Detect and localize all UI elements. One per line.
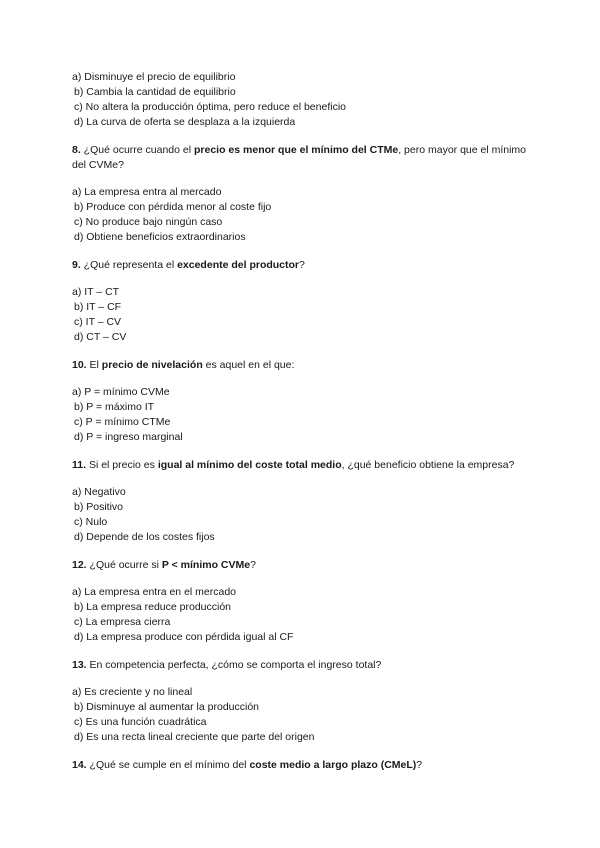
question-block-14 [72, 758, 532, 773]
question-9 [72, 258, 532, 273]
option-c: c) IT – CV [74, 316, 122, 328]
question-text: ¿Qué ocurre cuando el [80, 144, 194, 156]
question-text: En competencia perfecta, ¿cómo se comporta el ingreso total? [86, 659, 382, 671]
option-b: b) Cambia la cantidad de equilibrio [74, 86, 236, 98]
question-block-10 [72, 358, 532, 445]
question-text: , ¿qué beneficio obtiene la empresa? [341, 459, 515, 471]
question-emphasis: excedente del productor [177, 259, 300, 271]
option-list-q7 [72, 70, 532, 130]
question-block-11 [72, 458, 532, 545]
question-block-8 [72, 143, 532, 245]
question-text: ? [299, 259, 305, 271]
option-d: d) Depende de los costes fijos [74, 531, 215, 543]
option-a: a) Disminuye el precio de equilibrio [72, 71, 236, 83]
option-c: c) La empresa cierra [74, 616, 171, 628]
option-list-q9 [72, 285, 532, 345]
option-d: d) La curva de oferta se desplaza a la izquierda [74, 116, 296, 128]
question-emphasis: igual al mínimo del coste total medio [157, 459, 342, 471]
question-text: ? [250, 559, 256, 571]
option-d: d) CT – CV [74, 331, 127, 343]
option-b: b) Produce con pérdida menor al coste fijo [74, 201, 272, 213]
question-12 [72, 558, 532, 573]
question-number: 11. [72, 459, 87, 471]
option-c: c) No produce bajo ningún caso [74, 216, 223, 228]
option-d: d) Obtiene beneficios extraordinarios [74, 231, 246, 243]
option-b: b) IT – CF [74, 301, 122, 313]
option-b: b) Disminuye al aumentar la producción [74, 701, 260, 713]
question-block-12 [72, 558, 532, 645]
question-number: 9. [72, 259, 81, 271]
document-page [72, 70, 532, 785]
option-c: c) P = mínimo CTMe [74, 416, 171, 428]
option-d: d) P = ingreso marginal [74, 431, 183, 443]
question-text: ¿Qué ocurre si [86, 559, 162, 571]
option-list-q11 [72, 485, 532, 545]
question-number: 8. [72, 144, 81, 156]
option-a: a) IT – CT [72, 286, 120, 298]
question-14 [72, 758, 532, 773]
option-b: b) La empresa reduce producción [74, 601, 232, 613]
option-a: a) P = mínimo CVMe [72, 386, 170, 398]
option-c: c) No altera la producción óptima, pero reduce el beneficio [74, 101, 346, 113]
question-8 [72, 143, 532, 173]
question-13 [72, 658, 532, 673]
question-number: 14. [72, 759, 87, 771]
question-text: ? [416, 759, 423, 771]
question-text: es aquel en el que: [202, 359, 295, 371]
question-block-9 [72, 258, 532, 345]
question-number: 10. [72, 359, 87, 371]
option-c: c) Es una función cuadrática [74, 716, 207, 728]
option-c: c) Nulo [74, 516, 108, 528]
option-d: d) La empresa produce con pérdida igual al CF [74, 631, 294, 643]
question-number: 13. [72, 659, 87, 671]
option-a: a) La empresa entra en el mercado [72, 586, 237, 598]
option-list-q8 [72, 185, 532, 245]
question-text: , pero mayor que el mínimo del CVMe? [72, 144, 527, 171]
question-emphasis: P < mínimo CVMe [161, 559, 251, 571]
option-list-q10 [72, 385, 532, 445]
question-text: ¿Qué representa el [80, 259, 178, 271]
question-text: ¿Qué se cumple en el mínimo del [86, 759, 250, 771]
option-a: a) Negativo [72, 486, 126, 498]
option-d: d) Es una recta lineal creciente que parte del origen [74, 731, 315, 743]
option-list-q13 [72, 685, 532, 745]
question-block-13 [72, 658, 532, 745]
option-b: b) P = máximo IT [74, 401, 155, 413]
option-b: b) Positivo [74, 501, 124, 513]
question-10 [72, 358, 532, 373]
question-text: Si el precio es [86, 459, 158, 471]
question-emphasis: precio es menor que el mínimo del CTMe [194, 144, 399, 156]
question-emphasis: coste medio a largo plazo (CMeL) [249, 759, 417, 771]
question-number: 12. [72, 559, 87, 571]
option-a: a) Es creciente y no lineal [72, 686, 193, 698]
question-text: El [86, 359, 102, 371]
question-11 [72, 458, 532, 473]
question-emphasis: precio de nivelación [101, 359, 203, 371]
option-list-q12 [72, 585, 532, 645]
option-a: a) La empresa entra al mercado [72, 186, 222, 198]
